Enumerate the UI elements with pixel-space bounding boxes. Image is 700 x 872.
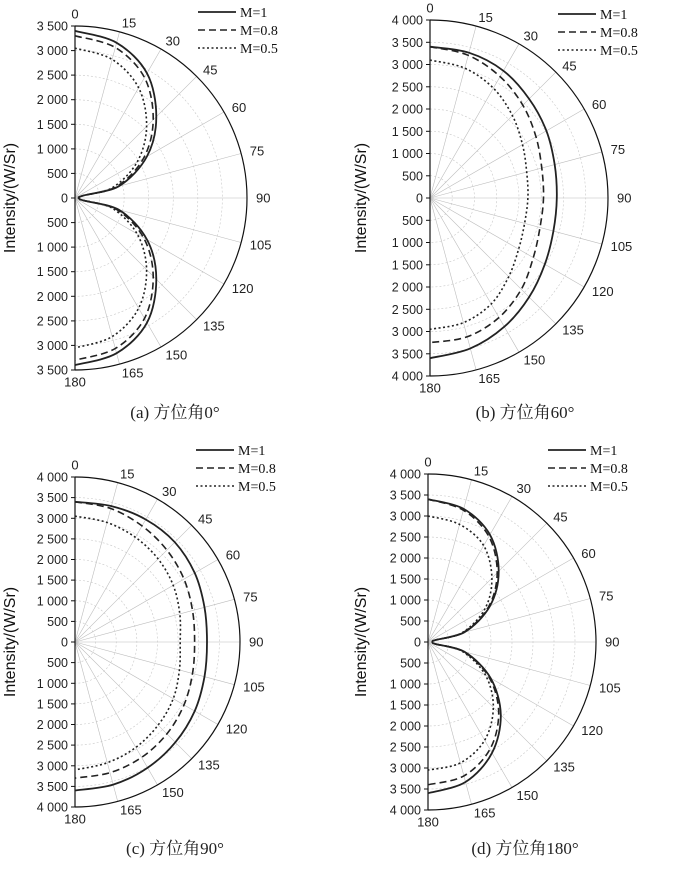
- r-tick-label: 3 000: [391, 58, 423, 72]
- grid-spoke: [75, 32, 120, 198]
- r-tick-label: 2 000: [391, 102, 423, 117]
- angle-label: 45: [562, 58, 577, 74]
- r-tick-label: 1 000: [36, 594, 68, 609]
- grid-spoke: [430, 152, 602, 198]
- r-tick-label: 1 500: [36, 265, 68, 280]
- r-tick-label: 2 000: [36, 289, 68, 304]
- angle-label: 15: [120, 466, 135, 482]
- angle-label: 75: [249, 143, 265, 159]
- grid-spoke: [428, 523, 547, 642]
- angle-label: 120: [591, 284, 614, 299]
- r-tick-label: 3 000: [389, 761, 421, 776]
- r-tick-label: 2 500: [389, 530, 421, 545]
- r-tick-label: 3 500: [36, 491, 68, 506]
- angle-label: 90: [256, 190, 271, 206]
- angle-label: 60: [581, 546, 596, 561]
- r-tick-label: 2 000: [389, 551, 421, 566]
- r-tick-label: 3 000: [36, 338, 68, 353]
- grid-spoke: [430, 198, 602, 244]
- r-tick-label: 4 000: [36, 800, 68, 815]
- angle-label: 60: [591, 97, 607, 112]
- panel-caption-b: (b) 方位角60°: [475, 403, 575, 422]
- angle-label: 45: [203, 62, 218, 78]
- grid-spoke: [75, 49, 161, 198]
- legend-label: M=0.5: [238, 480, 276, 495]
- grid-spoke: [75, 642, 192, 759]
- grid-spoke: [75, 198, 224, 284]
- angle-label: 60: [231, 100, 247, 115]
- r-tick-label: 0: [61, 191, 68, 206]
- r-tick-label: 2 000: [36, 553, 68, 567]
- angle-label: 75: [599, 588, 614, 604]
- grid-spoke: [430, 198, 584, 287]
- angle-label: 45: [553, 509, 568, 525]
- grid-spoke: [75, 642, 218, 725]
- r-tick-label: 2 500: [36, 314, 68, 329]
- r-tick-label: 1 500: [36, 117, 68, 132]
- panel-caption-d: (d) 方位角180°: [471, 839, 579, 858]
- angle-label: 165: [478, 371, 501, 387]
- angle-label: 0: [424, 454, 432, 470]
- r-tick-label: 1 000: [389, 677, 421, 692]
- r-tick-label: 3 000: [36, 511, 68, 526]
- r-tick-label: 1 500: [391, 258, 423, 273]
- angle-label: 135: [203, 318, 225, 334]
- y-axis-label: Intensity/(W/Sr): [353, 586, 370, 698]
- r-tick-label: 1 500: [391, 124, 423, 139]
- series-line-M=0.5: [430, 60, 528, 329]
- series-line-M=1: [75, 502, 207, 791]
- legend: [198, 6, 278, 57]
- angle-label: 30: [165, 33, 180, 49]
- panel-caption-a: (a) 方位角0°: [130, 403, 220, 422]
- r-tick-label: 500: [402, 213, 423, 228]
- chart-panel-d: [350, 436, 700, 872]
- r-tick-label: 4 000: [36, 470, 68, 485]
- chart-panel-b: [350, 0, 700, 436]
- angle-label: 180: [64, 374, 86, 390]
- r-tick-label: 500: [402, 169, 423, 184]
- y-axis-label: Intensity/(W/Sr): [2, 586, 19, 698]
- r-tick-label: 3 500: [391, 347, 423, 362]
- grid-spoke: [428, 599, 590, 643]
- r-tick-label: 1 000: [391, 236, 423, 250]
- legend-label: M=1: [240, 6, 268, 21]
- angle-label: 0: [71, 457, 79, 473]
- r-tick-label: 3 000: [391, 325, 423, 339]
- series-line-M=0.5: [428, 516, 493, 770]
- grid-spoke: [428, 642, 547, 761]
- r-tick-label: 2 000: [389, 719, 421, 734]
- legend: [558, 8, 638, 59]
- legend-label: M=1: [238, 444, 266, 459]
- grid-spoke: [430, 44, 519, 198]
- r-tick-label: 3 000: [36, 44, 68, 59]
- r-tick-label: 3 500: [36, 363, 68, 378]
- grid-spoke: [75, 198, 197, 320]
- r-tick-label: 4 000: [389, 803, 421, 818]
- r-tick-label: 2 500: [36, 532, 68, 547]
- r-tick-label: 1 000: [389, 593, 421, 608]
- legend-label: M=0.5: [590, 480, 628, 495]
- angle-label: 120: [581, 723, 604, 738]
- y-axis-label: Intensity/(W/Sr): [2, 142, 19, 254]
- r-tick-label: 500: [47, 656, 68, 671]
- r-tick-label: 3 000: [389, 509, 421, 524]
- angle-label: 180: [419, 380, 441, 396]
- r-tick-label: 4 000: [391, 369, 423, 384]
- grid-spoke: [75, 499, 158, 642]
- r-tick-label: 4 000: [389, 467, 421, 482]
- grid-spoke: [430, 198, 519, 352]
- r-tick-label: 0: [61, 635, 68, 650]
- legend: [548, 444, 628, 495]
- legend: [196, 444, 276, 495]
- r-tick-label: 1 000: [391, 147, 423, 161]
- angle-label: 135: [562, 322, 584, 338]
- r-tick-label: 3 500: [391, 35, 423, 50]
- polar-chart-b: [350, 0, 700, 400]
- angle-label: 30: [162, 483, 177, 499]
- legend-label: M=0.5: [600, 44, 638, 59]
- grid-spoke: [75, 642, 234, 685]
- grid-spoke: [430, 198, 556, 324]
- legend-label: M=0.8: [240, 24, 278, 39]
- series-line-M=0.8: [430, 47, 544, 343]
- angle-label: 150: [516, 787, 539, 803]
- angle-label: 105: [249, 237, 272, 253]
- r-tick-label: 3 500: [389, 488, 421, 503]
- polar-chart-c: [0, 436, 350, 836]
- r-tick-label: 500: [47, 614, 68, 629]
- r-tick-label: 0: [414, 635, 421, 650]
- legend-label: M=1: [600, 8, 628, 23]
- grid-spoke: [430, 198, 476, 370]
- angle-label: 30: [523, 28, 538, 44]
- r-tick-label: 1 500: [389, 572, 421, 587]
- r-tick-label: 2 000: [391, 280, 423, 295]
- r-tick-label: 4 000: [391, 13, 423, 28]
- legend-label: M=0.5: [240, 42, 278, 57]
- legend-label: M=0.8: [238, 462, 276, 477]
- angle-label: 15: [473, 463, 489, 479]
- series-line-M=1: [430, 47, 557, 359]
- angle-label: 90: [249, 634, 264, 650]
- angle-label: 150: [162, 785, 184, 801]
- grid-spoke: [75, 642, 158, 785]
- grid-spoke: [428, 642, 590, 686]
- angle-label: 60: [225, 547, 241, 563]
- grid-spoke: [75, 76, 197, 198]
- grid-spoke: [75, 599, 234, 642]
- angle-label: 165: [473, 805, 496, 821]
- r-tick-label: 0: [416, 191, 423, 206]
- r-tick-label: 1 500: [36, 697, 68, 712]
- r-tick-label: 1 500: [389, 698, 421, 713]
- grid-spoke: [75, 560, 218, 643]
- r-tick-label: 3 500: [36, 19, 68, 34]
- angle-label: 165: [120, 802, 142, 818]
- r-tick-label: 2 500: [391, 302, 423, 317]
- r-tick-label: 3 500: [389, 782, 421, 797]
- r-tick-label: 3 000: [36, 759, 68, 774]
- angle-label: 180: [64, 811, 86, 827]
- grid-spoke: [75, 112, 224, 198]
- grid-spoke: [75, 198, 161, 347]
- angle-label: 75: [610, 142, 626, 158]
- r-tick-label: 3 500: [36, 779, 68, 794]
- angle-label: 15: [478, 9, 493, 25]
- angle-label: 105: [243, 679, 265, 695]
- r-tick-label: 2 500: [389, 740, 421, 755]
- grid-spoke: [428, 558, 574, 642]
- angle-label: 120: [225, 721, 248, 737]
- angle-label: 120: [231, 281, 254, 296]
- legend-label: M=0.8: [590, 462, 628, 477]
- y-axis-label: Intensity/(W/Sr): [353, 142, 370, 254]
- angle-label: 135: [198, 757, 220, 773]
- angle-label: 0: [71, 6, 79, 22]
- r-tick-label: 1 000: [36, 142, 68, 157]
- angle-label: 150: [165, 347, 188, 363]
- grid-spoke: [75, 198, 120, 364]
- angle-label: 105: [610, 238, 633, 254]
- polar-chart-a: [0, 0, 350, 400]
- polar-chart-d: [350, 436, 700, 836]
- grid-spoke: [430, 109, 584, 198]
- angle-label: 90: [605, 634, 620, 650]
- angle-label: 165: [121, 365, 144, 381]
- grid-spoke: [428, 642, 472, 804]
- angle-label: 135: [553, 759, 575, 775]
- panel-caption-c: (c) 方位角90°: [126, 839, 224, 858]
- angle-label: 0: [426, 0, 434, 16]
- r-tick-label: 2 500: [36, 738, 68, 753]
- r-tick-label: 1 000: [36, 676, 68, 691]
- r-tick-label: 500: [47, 216, 68, 231]
- angle-label: 75: [243, 589, 258, 605]
- grid-spoke: [430, 72, 556, 198]
- angle-label: 105: [599, 680, 621, 696]
- r-tick-label: 2 500: [391, 80, 423, 95]
- legend-label: M=0.8: [600, 26, 638, 41]
- r-tick-label: 2 000: [36, 93, 68, 108]
- angle-label: 15: [121, 15, 137, 31]
- r-tick-label: 500: [400, 656, 421, 671]
- r-tick-label: 2 500: [36, 68, 68, 83]
- r-tick-label: 500: [400, 614, 421, 629]
- angle-label: 45: [198, 511, 213, 527]
- angle-label: 180: [417, 814, 439, 830]
- r-tick-label: 1 000: [36, 240, 68, 255]
- angle-label: 90: [617, 190, 632, 206]
- r-tick-label: 1 500: [36, 573, 68, 588]
- r-tick-label: 2 000: [36, 718, 68, 732]
- r-tick-label: 500: [47, 166, 68, 181]
- legend-label: M=1: [590, 444, 618, 459]
- angle-label: 30: [516, 481, 531, 497]
- chart-panel-a: [0, 0, 350, 436]
- chart-panel-c: [0, 436, 350, 872]
- angle-label: 150: [523, 352, 546, 368]
